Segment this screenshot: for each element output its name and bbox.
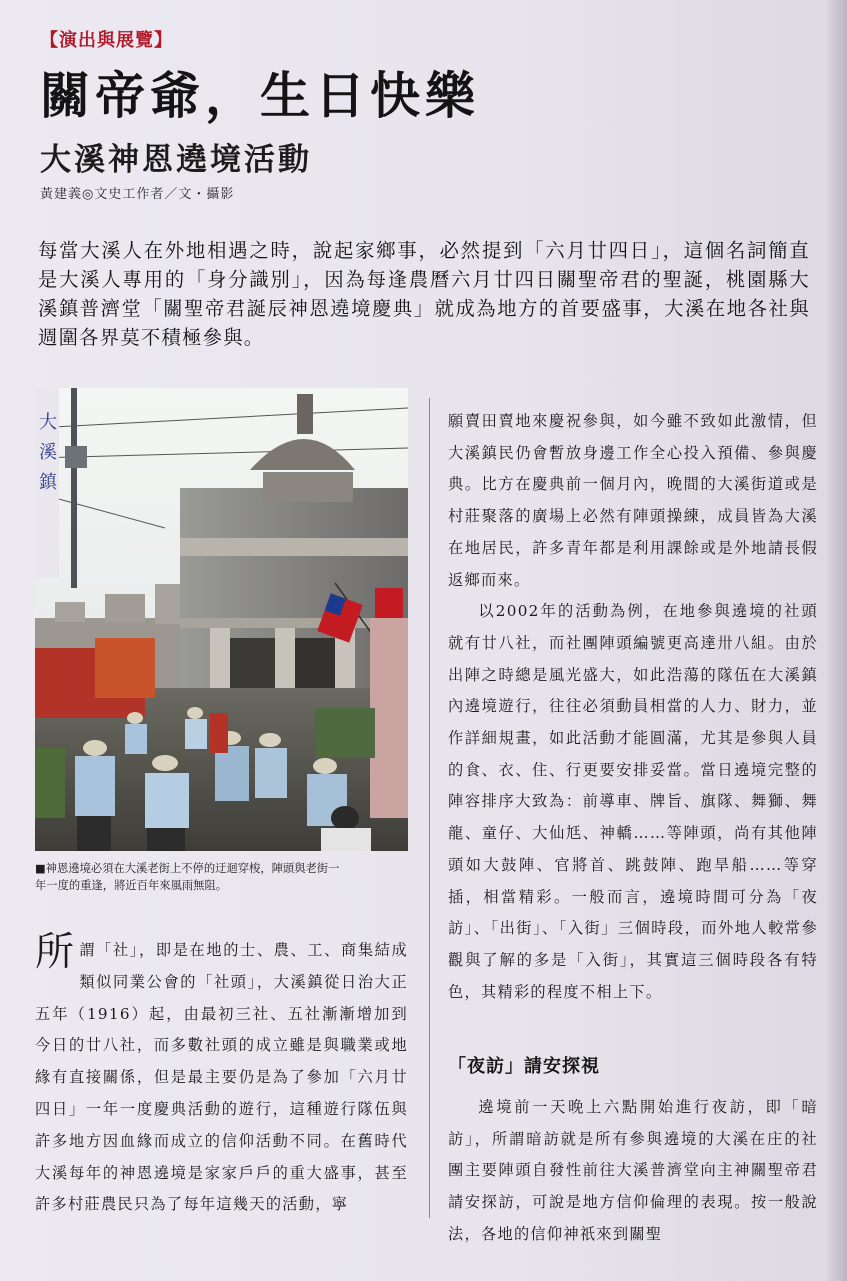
dropcap: 所: [35, 930, 76, 975]
page-gutter-shadow: [825, 0, 847, 1281]
banner-char-1: 大: [39, 412, 57, 433]
left-column-text: 謂「社」，即是在地的士、農、工、商集結成類似同業公會的「社頭」，大溪鎮從日治大正五年（1916）起，由最初三社、五社漸漸增加到今日的廿八社，而多數社頭的成立雖是與職業或地緣有直接關係，但是最主要仍是為了參加「六月廿四日」一年一度慶典活動的遊行，這種遊行隊伍與許多地方因血緣而成立的信仰活動不同。在舊時代大溪每年的神恩遶境是家家戶戶的重大盛事，甚至許多村莊農民只為了每年這幾天的活動，寧: [35, 941, 408, 1214]
left-column-paragraph: [35, 930, 408, 1221]
banner-char-3: 鎮: [39, 472, 57, 493]
procession-photo-illustration: [35, 388, 408, 851]
byline: 黃建義◎文史工作者／文・攝影: [40, 187, 235, 202]
right-paragraph-3: 遶境前一天晚上六點開始進行夜訪，即「暗訪」，所謂暗訪就是所有參與遶境的大溪在庄的社團主要陣頭自發性前往大溪普濟堂向主神關聖帝君請安探訪，可說是地方信仰倫理的表現。按一般說法，各地的信仰神祇來到關聖: [448, 1098, 818, 1243]
right-paragraph-1: 願賣田賣地來慶祝參與，如今雖不致如此激情，但大溪鎮民仍會暫放身邊工作全心投入預備、參與慶典。比方在慶典前一個月內，晚間的大溪街道或是村莊聚落的廣場上必然有陣頭操練，成員皆為大溪在地居民，許多青年都是利用課餘或是外地請長假返鄉而來。: [448, 412, 818, 589]
left-column-body: [35, 930, 408, 1221]
right-column-body: [448, 406, 818, 1008]
intro-paragraph: [38, 236, 810, 352]
article-subtitle: 大溪神恩遶境活動: [40, 142, 312, 178]
intro-text: 每當大溪人在外地相遇之時，說起家鄉事，必然提到「六月廿四日」，這個名詞簡直是大溪人專用的「身分識別」，因為每逢農曆六月廿四日關聖帝君的聖誕，桃園縣大溪鎮普濟堂「關聖帝君誕辰神恩遶境慶典」就成為地方的首要盛事，大溪在地各社與週圍各界莫不積極參與。: [38, 239, 810, 349]
caption-line-2: 年一度的重逢，將近百年來風雨無阻。: [35, 879, 228, 892]
section-heading-night-visit: 「夜訪」請安探視: [448, 1056, 600, 1077]
column-divider: [429, 398, 430, 1218]
caption-line-1: ■神恩遶境必須在大溪老街上不停的迂迴穿梭，陣頭與老街一: [35, 862, 340, 875]
right-column-body-2: [448, 1092, 818, 1251]
article-title: 關帝爺，生日快樂: [40, 67, 480, 125]
section-tag: 【演出與展覽】: [40, 30, 173, 51]
photo-caption: [35, 860, 430, 894]
banner-char-2: 溪: [39, 442, 57, 463]
procession-photo: [35, 388, 408, 851]
right-paragraph-2: 以2002年的活動為例，在地參與遶境的社頭就有廿八社，而社團陣頭編號更高達卅八組。由於出陣之時總是風光盛大，如此浩蕩的隊伍在大溪鎮內遶境遊行，往往必須動員相當的人力、財力，並作詳細規畫，如此活動才能圓滿，尤其是參與人員的食、衣、住、行更要安排妥當。當日遶境完整的陣容排序大致為：前導車、牌旨、旗隊、舞獅、舞龍、童仔、大仙尪、神轎……等陣頭，尚有其他陣頭如大鼓陣、官將首、跳鼓陣、跑旱船……等穿插，相當精彩。一般而言，遶境時間可分為「夜訪」、「出街」、「入街」三個時段，而外地人較常參觀與了解的多是「入街」，其實這三個時段各有特色，其精彩的程度不相上下。: [448, 602, 818, 1001]
